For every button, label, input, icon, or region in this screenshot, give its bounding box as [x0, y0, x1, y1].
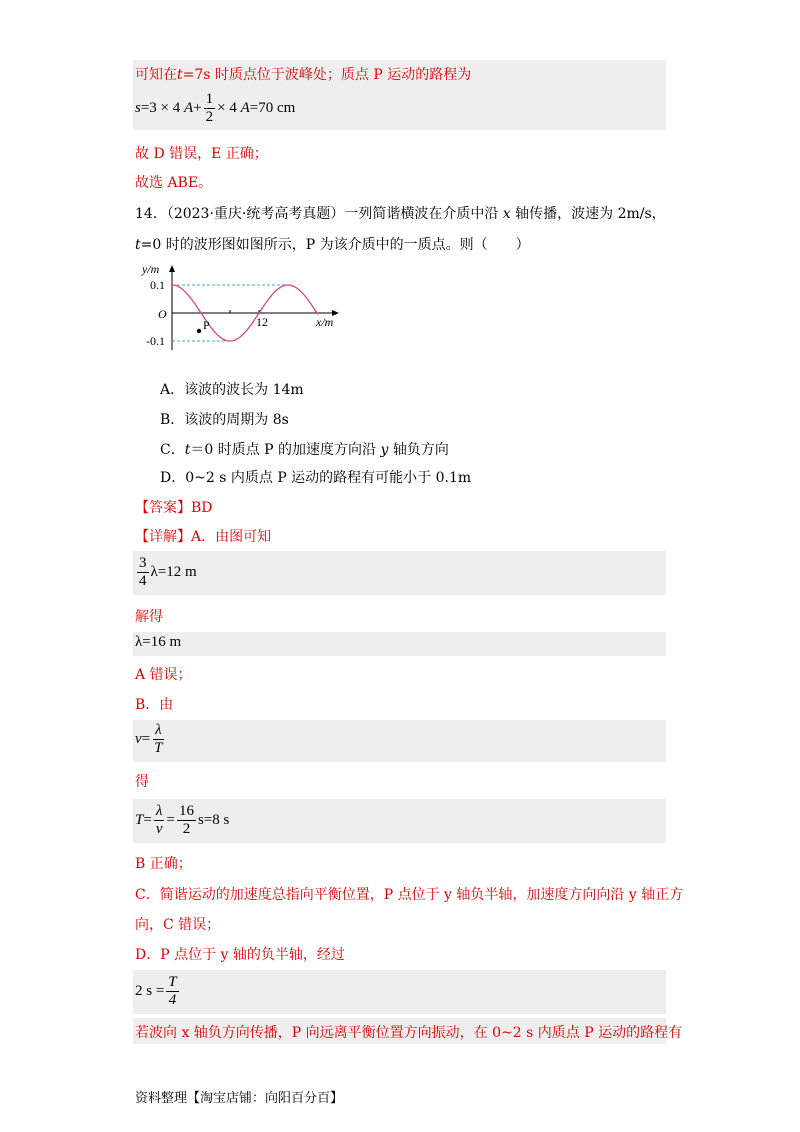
var-t: t	[184, 442, 191, 458]
denominator: 2	[182, 821, 191, 837]
equation-path	[135, 91, 295, 126]
text: 轴传播，波速为 2m/s，	[510, 206, 666, 222]
point-p-label: P	[203, 318, 210, 332]
var-t: t	[177, 67, 183, 83]
equation-lambda-16: λ=16 m	[135, 634, 182, 650]
eq-part: s=8 s	[197, 811, 230, 828]
last-line-box	[133, 1018, 683, 1044]
origin-label: O	[158, 307, 167, 321]
option-text: 0~2 s 内质点 P 运动的路程有可能小于 0.1m	[185, 470, 472, 486]
point-p	[197, 329, 201, 333]
option-text: 轴负方向	[388, 442, 449, 458]
eq-part: =	[143, 811, 152, 828]
b-by-line: B．由	[135, 697, 174, 713]
denominator: T	[154, 740, 163, 756]
numerator: T	[168, 974, 177, 990]
y-top-label: 0.1	[150, 278, 165, 292]
option-a	[160, 379, 304, 399]
question-14-line1	[135, 203, 666, 223]
y-axis-label: y/m	[142, 262, 160, 276]
numerator: 1	[205, 91, 214, 107]
var-t: t	[135, 237, 141, 253]
option-letter: A．	[160, 382, 185, 398]
y-axis-arrow	[169, 265, 175, 272]
d-line: D．P 点位于 y 轴的负半轴，经过	[135, 947, 345, 963]
fraction	[166, 974, 178, 1009]
select-line: 故选 ABE。	[135, 175, 213, 191]
eq1-box	[133, 551, 666, 595]
var-x: x	[502, 206, 511, 222]
text: =0 时的波形图如图所示，P 为该介质中的一质点。则（ ）	[140, 237, 530, 253]
var-A: A	[184, 99, 194, 116]
solution-block-top	[133, 60, 666, 130]
d-wrong-line: 故 D 错误，E 正确；	[135, 146, 268, 162]
var-T: T	[135, 811, 144, 828]
eq-part: λ=12 m	[150, 563, 197, 580]
eq-part: =70 cm	[249, 99, 296, 116]
text: 可知在	[135, 67, 177, 83]
denominator: 2	[205, 109, 214, 125]
solve-line: 解得	[135, 609, 163, 625]
var-s: s	[135, 99, 141, 116]
var-A: A	[240, 99, 250, 116]
eq-part: =	[141, 730, 151, 747]
var-y: y	[380, 442, 389, 458]
option-d	[160, 467, 471, 487]
eq5-box	[133, 970, 666, 1014]
get-line: 得	[135, 774, 149, 790]
var-v: v	[135, 730, 142, 747]
eq3-box	[133, 720, 666, 762]
wave-figure	[130, 255, 360, 355]
c-line-1: C．简谐运动的加速度总指向平衡位置，P 点位于 y 轴负半轴，加速度方向向沿 y 轴正方	[135, 887, 684, 903]
b-right-line: B 正确；	[135, 856, 192, 872]
a-wrong-line: A 错误；	[135, 667, 192, 683]
option-b	[160, 409, 289, 429]
y-bottom-label: -0.1	[146, 334, 165, 348]
option-letter: B．	[160, 412, 185, 428]
footer: 资料整理【淘宝店铺：向阳百分百】	[135, 1091, 344, 1106]
x-tick-label: 12	[256, 315, 268, 329]
denominator: 4	[139, 573, 147, 589]
numerator: λ	[155, 722, 162, 738]
option-text: ＝0 时质点 P 的加速度方向沿	[190, 442, 381, 458]
option-c	[160, 439, 449, 459]
equation-v	[135, 722, 166, 757]
c-line-2: 向，C 错误；	[135, 917, 221, 933]
eq-part: =3 × 4	[140, 99, 185, 116]
question-14-line2	[135, 234, 530, 254]
equation-lambda	[135, 555, 197, 590]
fraction	[137, 555, 149, 590]
option-letter: D．	[160, 470, 186, 486]
last-line: 若波向 x 轴负方向传播，P 向远离平衡位置方向振动，在 0~2 s 内质点 P 运动的路程有	[135, 1025, 683, 1041]
option-letter: C．	[160, 442, 185, 458]
option-text: 该波的周期为 8s	[184, 412, 289, 428]
denominator: 4	[168, 992, 177, 1008]
eq4-box	[133, 799, 666, 843]
fraction	[154, 803, 165, 838]
eq-part: +	[193, 99, 202, 116]
fraction	[152, 722, 164, 757]
equation-2s	[135, 974, 181, 1009]
fraction	[204, 91, 216, 126]
answer-line: 【答案】BD	[135, 500, 213, 516]
numerator: λ	[155, 803, 163, 819]
solution-line	[135, 64, 471, 84]
fraction	[177, 803, 196, 838]
text: 14．（2023·重庆·统考高考真题）一列简谐横波在介质中沿	[135, 206, 503, 222]
equation-T	[135, 803, 229, 838]
eq-part: =	[166, 811, 175, 828]
x-axis-label: x/m	[316, 315, 334, 329]
numerator: 3	[139, 555, 147, 571]
denominator: v	[155, 821, 163, 837]
numerator: 16	[178, 803, 194, 819]
eq-part: 2 s =	[135, 982, 165, 999]
detail-head: 【详解】A．由图可知	[135, 529, 272, 545]
text: =7s 时质点位于波峰处；质点 P 运动的路程为	[182, 67, 472, 83]
eq-part: × 4	[217, 99, 241, 116]
eq2-box	[133, 632, 666, 656]
option-text: 该波的波长为 14m	[184, 382, 304, 398]
